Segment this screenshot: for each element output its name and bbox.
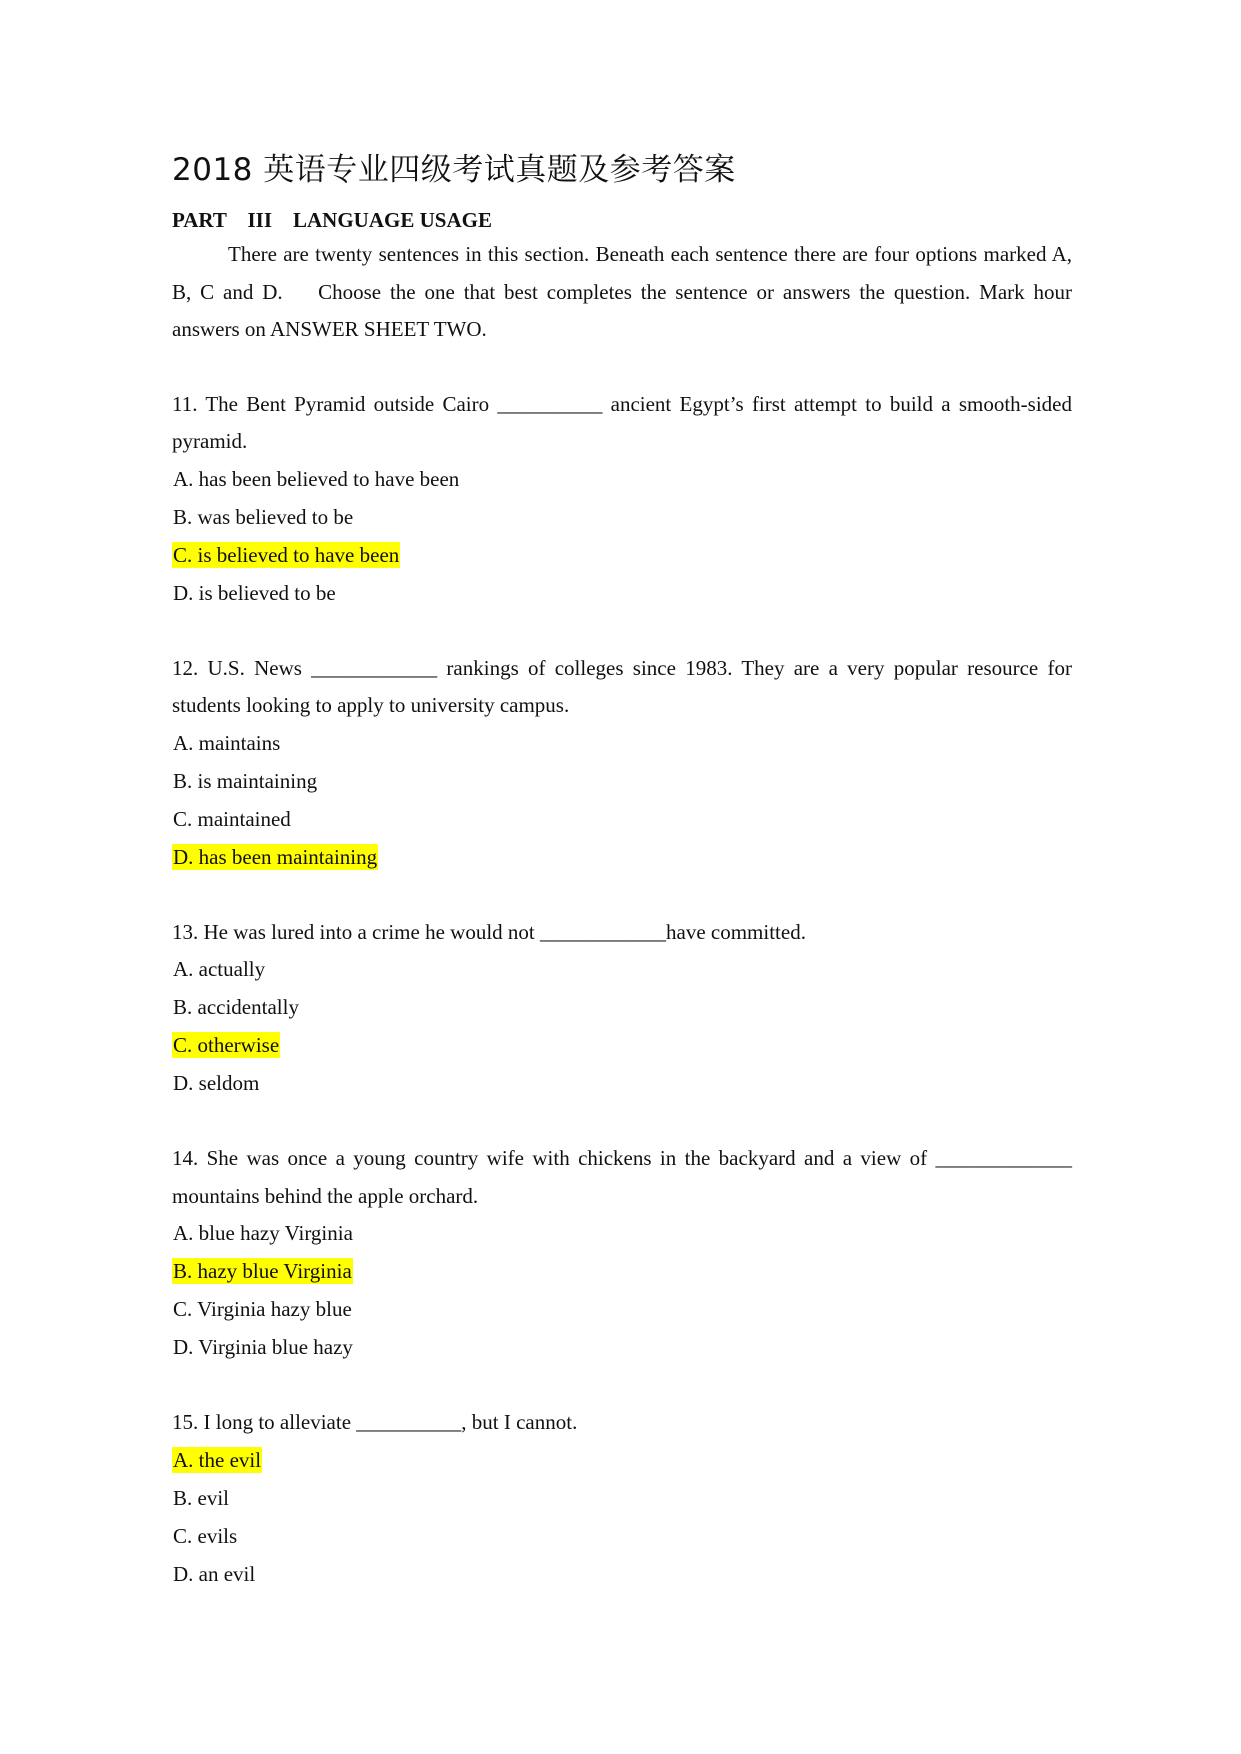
option-d: [172, 1329, 1072, 1367]
section-instructions: There are twenty sentences in this section. Beneath each sentence there are four options marked A, B, C and D. Choose the one that best completes the sentence or answers the question. Mark hour answers on ANSWER SHEET TWO.: [172, 242, 1078, 341]
option-d: [172, 839, 1072, 877]
question-stem: 12. U.S. News ____________ rankings of colleges since 1983. They are a very popular resource for students looking to apply to university campus.: [172, 655, 1078, 717]
option-text: A. actually: [173, 957, 266, 981]
option-text: A. has been believed to have been: [173, 466, 460, 491]
option-d: [172, 1556, 1072, 1594]
option-a: [172, 461, 1072, 499]
option-text: D. Virginia blue hazy: [173, 1335, 353, 1359]
option-text: C. maintained: [173, 806, 291, 831]
option-c: [172, 1518, 1072, 1556]
option-b: [172, 1253, 1072, 1291]
question-12: [172, 650, 1078, 877]
option-c: [172, 1027, 1072, 1065]
option-b: [172, 989, 1072, 1027]
option-text: C. Virginia hazy blue: [173, 1297, 352, 1321]
option-c: [172, 537, 1072, 575]
option-b: [172, 499, 1072, 537]
question-stem: 15. I long to alleviate __________, but I cannot.: [172, 1410, 578, 1434]
option-a: [172, 1442, 1072, 1480]
option-a: [172, 1215, 1072, 1253]
option-text: B. is maintaining: [173, 768, 318, 793]
option-text: A. maintains: [173, 730, 281, 755]
option-text: B. accidentally: [173, 995, 299, 1019]
part-heading: PART III LANGUAGE USAGE: [172, 208, 492, 232]
option-text: A. the evil: [173, 1447, 262, 1472]
option-text: C. evils: [173, 1523, 238, 1548]
option-c: [172, 801, 1072, 839]
option-b: [172, 1480, 1072, 1518]
option-text: A. blue hazy Virginia: [173, 1221, 353, 1245]
question-stem: 14. She was once a young country wife with chickens in the backyard and a view of _____________ mountains behind the apple orchard.: [172, 1146, 1078, 1208]
option-a: [172, 951, 1072, 989]
document-page: [172, 150, 1078, 1594]
option-a: [172, 725, 1072, 763]
question-stem: 13. He was lured into a crime he would not ____________have committed.: [172, 919, 806, 944]
option-text: D. is believed to be: [173, 580, 336, 605]
document-title: 2018 英语专业四级考试真题及参考答案: [172, 152, 736, 188]
option-text: D. seldom: [173, 1071, 260, 1095]
option-text: C. otherwise: [173, 1033, 280, 1057]
question-stem: 11. The Bent Pyramid outside Cairo __________ ancient Egypt’s first attempt to build a smooth-sided pyramid.: [172, 391, 1078, 453]
option-text: D. an evil: [173, 1561, 256, 1586]
question-13: [172, 914, 1072, 1104]
option-c: [172, 1291, 1072, 1329]
option-text: D. has been maintaining: [173, 844, 378, 869]
question-15: [172, 1404, 1072, 1594]
option-text: C. is believed to have been: [173, 542, 400, 567]
option-d: [172, 1065, 1072, 1103]
question-14: [172, 1140, 1078, 1367]
option-b: [172, 763, 1072, 801]
option-d: [172, 575, 1072, 613]
option-text: B. evil: [173, 1485, 229, 1510]
option-text: B. hazy blue Virginia: [173, 1259, 352, 1283]
question-11: [172, 386, 1078, 613]
option-text: B. was believed to be: [173, 504, 354, 529]
